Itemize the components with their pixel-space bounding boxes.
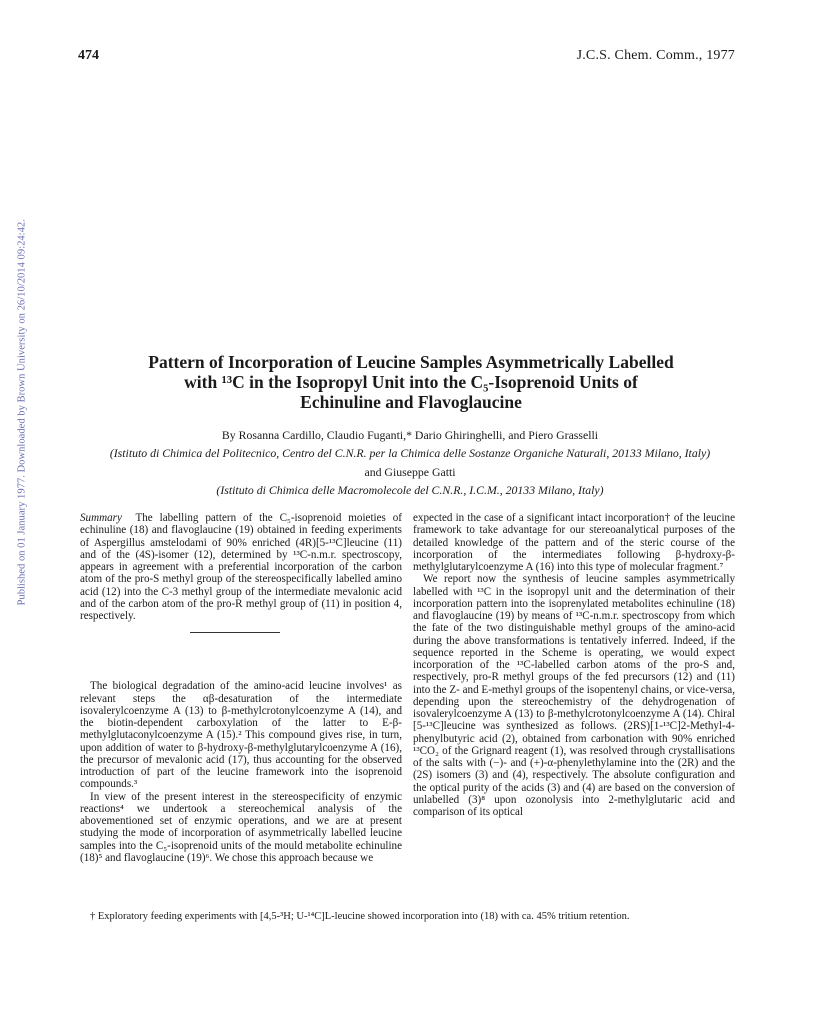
- summary-label: Summary: [80, 512, 122, 524]
- title-line-3: Echinuline and Flavoglaucine: [300, 392, 522, 412]
- footnote: † Exploratory feeding experiments with [4,5-³H; U-¹⁴C]L-leucine showed incorporation into (18) with ca. 45% tritium retention.: [90, 911, 630, 922]
- running-head: J.C.S. Chem. Comm., 1977: [576, 48, 735, 63]
- section-divider: [190, 632, 280, 633]
- right-paragraph-1: expected in the case of a significant intact incorporation† of the leucine framework to take advantage for our stereoanalytical purposes of the detailed knowledge of the pattern and of the steric course of the incorporation of the intermediates following β-hydroxy-β-methylglutarylcoenzyme A (16) into this type of molecular fragment.⁷: [413, 512, 735, 573]
- page-number: 474: [78, 48, 99, 63]
- second-author: and Giuseppe Gatti: [364, 465, 456, 479]
- right-paragraph-2: We report now the synthesis of leucine samples asymmetrically labelled with ¹³C in the isopropyl unit and the determination of their incorporation pattern into the isoprenylated metabolites echinuline (18) and flavoglaucine (19) by means of ¹³C-n.m.r. spectroscopy from which the fate of the two distinguishable methyl groups of the amino-acid during the above transformations is tentatively inferred. Indeed, if the sequence reported in the Scheme is operating, we would expect incorporation of the ¹³C-labelled carbon atoms of the pro-S and, respectively, pro-R methyl groups of the fed precursors (12) and (11) into the Z- and E-methyl groups of the isopentenyl chains, or vice-versa, depending upon the stereochemistry of the dehydrogenation of isovalerylcoenzyme A (13) to β-methylcrotonylcoenzyme A (14). Chiral [5-¹³C]leucine was synthesized as follows. (2RS)[1-¹³C]2-Methyl-4-phenylbutyric acid (2), obtained from carbonation with 90% enriched ¹³CO₂ of the Grignard reagent (1), was resolved through crystallisations of the salts with (−)- and (+)-α-phenylethylamine into the (2R) and the (2S) isomers (3) and (4), respectively. The absolute configuration and the optical purity of the acids (3) and (4) are based on the conversion of unlabelled (3)⁸ upon ozonolysis into 2-methylglutaric acid and comparison of its optical: [413, 573, 735, 818]
- summary-text: The labelling pattern of the C₅-isoprenoid moieties of echinuline (18) and flavoglaucine (19) obtained in feeding experiments of Aspergillus amstelodami of 90% enriched (4R)[5-¹³C]leucine (11) and of the (4S)-isomer (12), determined by ¹³C-n.m.r. spectroscopy, appears in agreement with a preferential incorporation of the carbon atom of the pro-S methyl group of the stereospecifically labelled amino acid (12) into the C-3 methyl group of the intermediate mevalonic acid and of the carbon atom of the pro-R methyl group of (11) in position 4, respectively.: [80, 512, 402, 622]
- right-column: [413, 512, 735, 818]
- summary-paragraph: [80, 512, 402, 622]
- title-line-1: Pattern of Incorporation of Leucine Samples Asymmetrically Labelled: [148, 352, 674, 372]
- article-title: [80, 352, 742, 412]
- affiliation-1: (Istituto di Chimica del Politecnico, Centro del C.N.R. per la Chimica delle Sostanze Organiche Naturali, 20133 Milano, Italy): [109, 446, 711, 460]
- title-line-2: with ¹³C in the Isopropyl Unit into the C₅-Isoprenoid Units of: [184, 372, 638, 392]
- body-paragraph-1: The biological degradation of the amino-acid leucine involves¹ as relevant steps the αβ-desaturation of the intermediate isovalerylcoenzyme A (13) to β-methylcrotonylcoenzyme A (14), and the biotin-dependent carboxylation of the latter to E-β-methylglutaconylcoenzyme A (15).² This compound gives rise, in turn, upon addition of water to β-hydroxy-β-methylglutarylcoenzyme A (16), the precursor of mevalonic acid (17), thus accounting for the observed introduction of part of the leucine framework into the isoprenoid compounds.³: [80, 680, 402, 791]
- affiliation-2: (Istituto di Chimica delle Macromolecole del C.N.R., I.C.M., 20133 Milano, Italy): [216, 483, 604, 497]
- author-list: By Rosanna Cardillo, Claudio Fuganti,* Dario Ghiringhelli, and Piero Grasselli: [221, 428, 599, 442]
- left-column: [80, 512, 402, 864]
- download-watermark: Published on 01 January 1977. Downloaded by Brown University on 26/10/2014 09:24:42.: [16, 219, 28, 606]
- body-paragraph-2: In view of the present interest in the stereospecificity of enzymic reactions⁴ we undertook a stereochemical analysis of the abovementioned set of enzymic operations, and we are at present studying the mode of incorporation of asymmetrically labelled leucine samples into the C₅-isoprenoid units of the mould metabolite echinuline (18)⁵ and flavoglaucine (19)⁶. We chose this approach because we: [80, 790, 402, 864]
